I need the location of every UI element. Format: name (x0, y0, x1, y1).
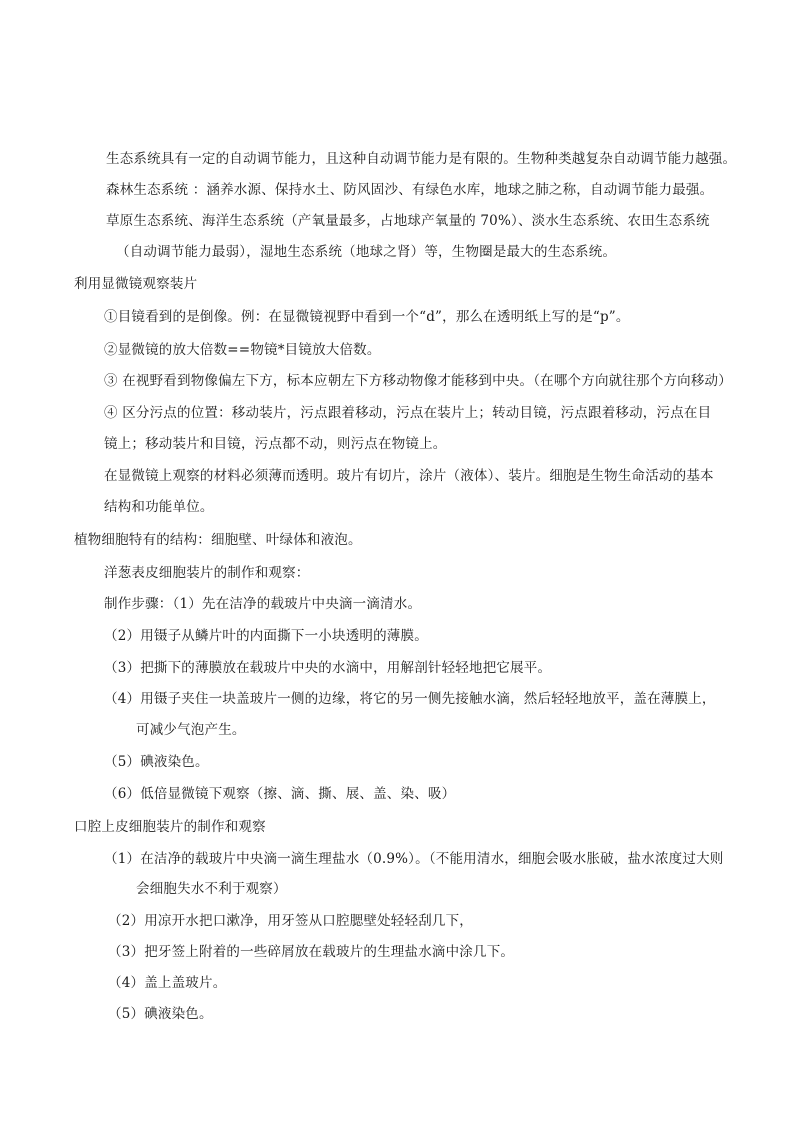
list-item: （1）在洁净的载玻片中央滴一滴生理盐水（0.9%）。（不能用清水，细胞会吸水胀破，盐水浓度过大则 (104, 851, 724, 867)
list-item: （3）把牙签上附着的一些碎屑放在载玻片的生理盐水滴中涂几下。 (108, 944, 515, 960)
text-line: ④ 区分污点的位置：移动装片，污点跟着移动，污点在装片上；转动目镜，污点跟着移动，污点在目 (104, 405, 712, 421)
text-line: ③ 在视野看到物像偏左下方，标本应朝左下方移动物像才能移到中央。（在哪个方向就往那个方向移动） (104, 373, 732, 389)
list-item: （6）低倍显微镜下观察（擦、滴、撕、展、盖、染、吸） (104, 786, 456, 802)
list-item: （4）用镊子夹住一块盖玻片一侧的边缘，将它的另一侧先接触水滴，然后轻轻地放平，盖在薄膜上， (104, 691, 716, 707)
section-heading: 口腔上皮细胞装片的制作和观察 (74, 819, 266, 835)
text-line: （自动调节能力最弱），湿地生态系统（地球之肾）等，生物圈是最大的生态系统。 (116, 244, 617, 260)
text-line: 结构和功能单位。 (104, 499, 214, 515)
list-item-continuation: 会细胞失水不利于观察） (136, 881, 287, 897)
section-heading: 植物细胞特有的结构：细胞壁、叶绿体和液泡。 (74, 532, 362, 548)
text-line: ②显微镜的放大倍数==物镜*目镜放大倍数。 (104, 342, 381, 358)
text-line: 生态系统具有一定的自动调节能力，且这种自动调节能力是有限的。生物种类越复杂自动调节能力越强。 (106, 151, 737, 167)
list-item: （5）碘液染色。 (104, 754, 209, 770)
text-line: 镜上；移动装片和目镜，污点都不动，则污点在物镜上。 (104, 436, 447, 452)
list-item: （2）用凉开水把口漱净，用牙签从口腔腮壁处轻轻刮几下， (108, 913, 473, 929)
text-line: 森林生态系统 ：涵养水源、保持水土、防风固沙、有绿色水库，地球之肺之称，自动调节能力最强。 (106, 182, 714, 198)
text-line: 草原生态系统、海洋生态系统（产氧量最多，占地球产氧量的 70%）、淡水生态系统、农田生态系统 (106, 213, 710, 229)
list-item: （2）用镊子从鳞片叶的内面撕下一小块透明的薄膜。 (104, 628, 428, 644)
section-heading: 利用显微镜观察装片 (74, 276, 198, 292)
text-line: ①目镜看到的是倒像。例：在显微镜视野中看到一个“d”，那么在透明纸上写的是“p”。 (104, 309, 630, 325)
list-item: （5）碘液染色。 (108, 1006, 213, 1022)
list-item: （3）把撕下的薄膜放在载玻片中央的水滴中，用解剖针轻轻地把它展平。 (104, 660, 552, 676)
text-line: 制作步骤：（1）先在洁净的载玻片中央滴一滴清水。 (104, 596, 422, 612)
text-line: 洋葱表皮细胞装片的制作和观察： (104, 565, 310, 581)
list-item-continuation: 可减少气泡产生。 (136, 722, 246, 738)
list-item: （4）盖上盖玻片。 (108, 975, 227, 991)
text-line: 在显微镜上观察的材料必须薄而透明。玻片有切片，涂片（液体）、装片。细胞是生物生命活动的基本 (104, 468, 714, 484)
